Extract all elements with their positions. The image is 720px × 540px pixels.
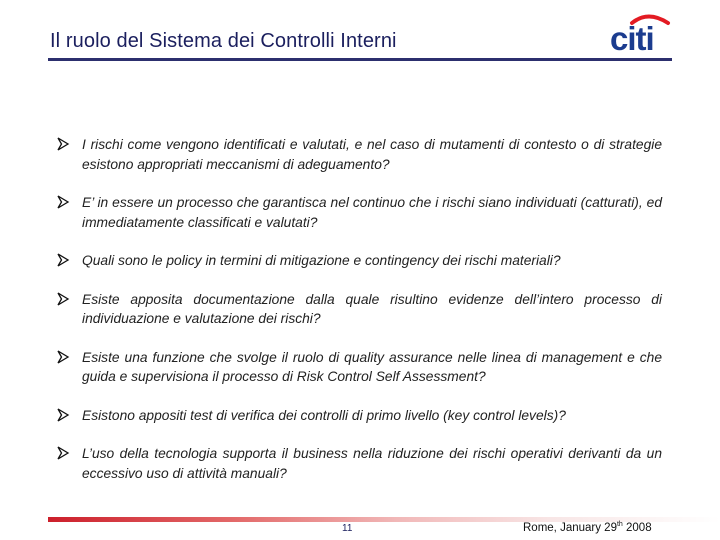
citi-logo: [608, 10, 672, 56]
logo-wordmark: citi: [610, 20, 654, 56]
question-text: Esiste una funzione che svolge il ruolo di quality assurance nelle linea di management e che guida e supervisiona il processo di Risk Control Self Assessment?: [82, 349, 662, 384]
question-item: [56, 444, 662, 483]
arrow-bullet-icon: [56, 194, 70, 210]
question-text: Quali sono le policy in termini di mitigazione e contingency dei rischi materiali?: [82, 253, 561, 268]
footer-date-prefix: Rome, January 29: [523, 522, 617, 534]
question-text: Esiste apposita documentazione dalla quale risultino evidenze dell’intero processo di individuazione e valutazione dei rischi?: [82, 291, 662, 326]
footer-date-year: 2008: [622, 522, 652, 534]
question-item: [56, 135, 662, 174]
arrow-bullet-icon: [56, 349, 70, 365]
question-text: I rischi come vengono identificati e valutati, e nel caso di mutamenti di contesto o di strategie esistono appropriati meccanismi di adeguamento?: [82, 137, 662, 172]
arrow-bullet-icon: [56, 252, 70, 268]
arrow-bullet-icon: [56, 291, 70, 307]
footer-date: [523, 521, 652, 534]
arrow-bullet-icon: [56, 445, 70, 461]
slide-title: Il ruolo del Sistema dei Controlli Interni: [50, 30, 397, 52]
question-item: [56, 193, 662, 232]
citi-logo-icon: [608, 10, 672, 56]
question-text: L’uso della tecnologia supporta il business nella riduzione dei rischi operativi derivanti da un eccessivo uso di attività manuali?: [82, 446, 662, 481]
question-item: [56, 251, 662, 271]
question-item: [56, 348, 662, 387]
question-item: [56, 406, 662, 426]
arrow-bullet-icon: [56, 407, 70, 423]
question-text: Esistono appositi test di verifica dei controlli di primo livello (key control levels)?: [82, 407, 566, 423]
question-text: E’ in essere un processo che garantisca nel continuo che i rischi siano individuati (catturati), ed immediatamente classificati e valutati?: [82, 195, 662, 230]
question-list: [56, 135, 662, 483]
arrow-bullet-icon: [56, 136, 70, 152]
question-item: [56, 290, 662, 329]
footer-date-suffix: th: [616, 521, 623, 528]
title-divider: [48, 58, 672, 61]
page-number: 11: [342, 523, 353, 534]
